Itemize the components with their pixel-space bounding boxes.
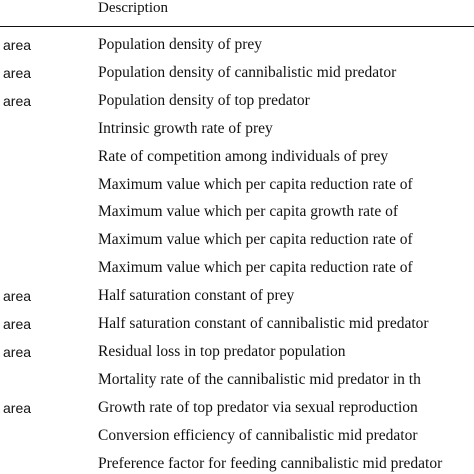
header-rule — [0, 26, 474, 27]
unit-cell: area — [3, 288, 32, 305]
description-cell: Half saturation constant of prey — [98, 287, 295, 305]
table-row — [0, 370, 474, 397]
table-row — [0, 63, 474, 90]
description-cell: Population density of prey — [98, 36, 263, 53]
table-row — [0, 426, 474, 453]
description-cell: Maximum value which per capita reduction rate of — [98, 259, 413, 277]
description-cell: Intrinsic growth rate of prey — [98, 119, 273, 137]
description-cell: Population density of top predator — [98, 91, 310, 109]
table-row — [0, 147, 474, 174]
description-cell: Population density of cannibalistic mid predator — [98, 63, 397, 81]
description-cell: Preference factor for feeding cannibalistic mid predator — [98, 454, 443, 472]
table-row — [0, 258, 474, 285]
description-cell: Growth rate of top predator via sexual reproduction — [98, 398, 418, 416]
column-header-description: Description — [98, 0, 168, 16]
description-cell: Conversion efficiency of cannibalistic mid predator — [98, 426, 418, 444]
table-row — [0, 454, 474, 474]
unit-cell: area — [3, 316, 32, 332]
unit-cell: area — [3, 399, 32, 416]
table-row — [0, 314, 474, 341]
description-cell: Maximum value which per capita reduction rate of — [98, 231, 413, 249]
table-row — [0, 35, 474, 62]
unit-cell: area — [3, 343, 32, 360]
unit-cell: area — [3, 64, 32, 81]
description-cell: Mortality rate of the cannibalistic mid predator in th — [98, 370, 421, 388]
description-cell: Residual loss in top predator population — [98, 342, 346, 360]
table-row — [0, 175, 474, 202]
table-row — [0, 286, 474, 313]
unit-cell: area — [3, 37, 32, 53]
description-cell: Half saturation constant of cannibalistic mid predator — [98, 315, 429, 332]
description-cell: Maximum value which per capita growth rate of — [98, 203, 398, 221]
unit-cell: area — [3, 92, 32, 109]
table-row — [0, 230, 474, 257]
description-cell: Rate of competition among individuals of prey — [98, 147, 389, 165]
table-row — [0, 342, 474, 369]
table-row — [0, 91, 474, 118]
table-row — [0, 398, 474, 425]
description-cell: Maximum value which per capita reduction rate of — [98, 175, 413, 193]
table-row — [0, 202, 474, 229]
table-row — [0, 119, 474, 146]
